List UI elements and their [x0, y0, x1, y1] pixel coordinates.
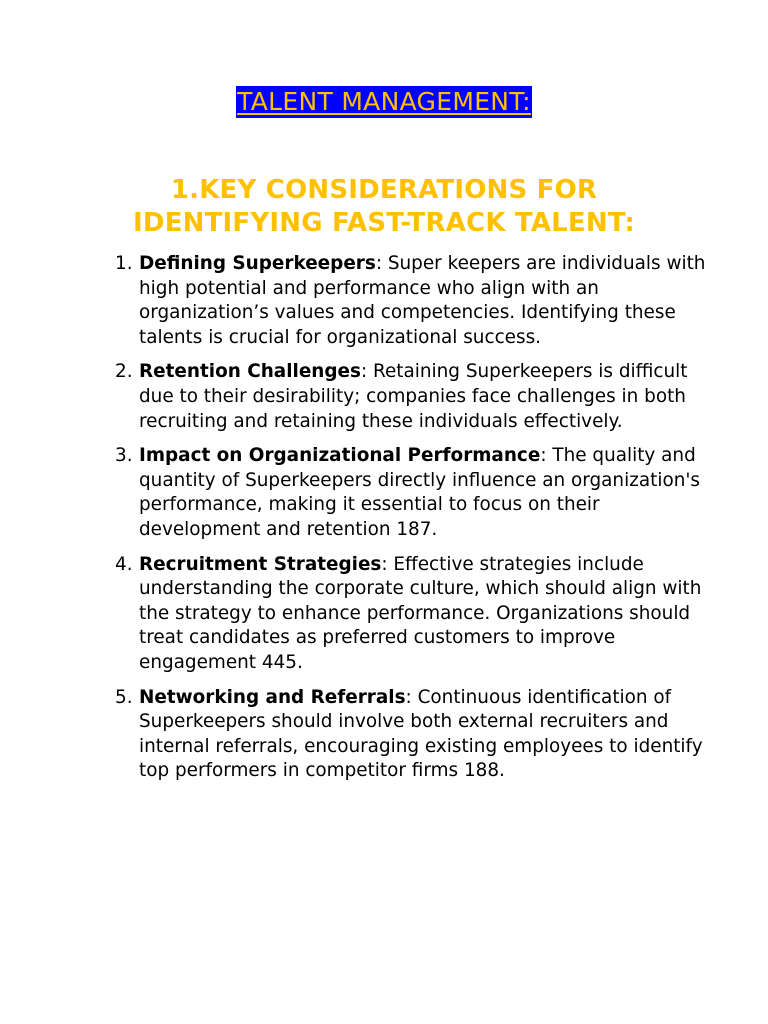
list-item-term: Impact on Organizational Performance — [139, 445, 541, 467]
list-item-number: 2. — [115, 361, 133, 383]
list-item-number: 1. — [115, 253, 133, 274]
main-title-container — [0, 86, 768, 118]
main-title: TALENT MANAGEMENT: — [237, 87, 531, 116]
list-item — [112, 444, 712, 542]
list-item-text: : Effective strategies include understanding the corporate culture, which should align with the strategy to enhance performance. Organizations should treat candidates as preferred customers to improve engagement 445. — [139, 553, 702, 673]
considerations-list — [112, 252, 712, 794]
section-heading-line-2: IDENTIFYING FAST-TRACK TALENT: — [133, 208, 635, 238]
list-item-term: Defining Superkeepers — [139, 253, 376, 274]
list-item-text: : The quality and quantity of Superkeepers directly influence an organization's performance, making it essential to focus on their development and retention 187. — [139, 445, 700, 540]
list-item-text: : Super keepers are individuals with high potential and performance who align with an organization’s values and competencies. Identifying these talents is crucial for organizational success. — [139, 253, 706, 348]
list-item-number: 5. — [115, 686, 133, 708]
section-heading — [0, 174, 768, 240]
list-item — [112, 252, 712, 350]
list-item-text: : Continuous identification of Superkeepers should involve both external recruiters and internal referrals, encouraging existing employees to identify top performers in competitor firms 188. — [139, 686, 703, 782]
list-item — [112, 360, 712, 434]
list-item-term: Networking and Referrals — [139, 686, 406, 708]
section-heading-line-1: 1.KEY CONSIDERATIONS FOR — [170, 175, 598, 205]
list-item-term: Recruitment Strategies — [139, 553, 382, 575]
list-item-term: Retention Challenges — [139, 361, 361, 383]
list-item-number: 3. — [115, 445, 133, 467]
list-item-number: 4. — [115, 553, 133, 575]
list-item — [112, 686, 712, 784]
list-item — [112, 553, 712, 676]
list-item-text: : Retaining Superkeepers is difficult due to their desirability; companies face challenges in both recruiting and retaining these individuals effectively. — [139, 361, 688, 432]
